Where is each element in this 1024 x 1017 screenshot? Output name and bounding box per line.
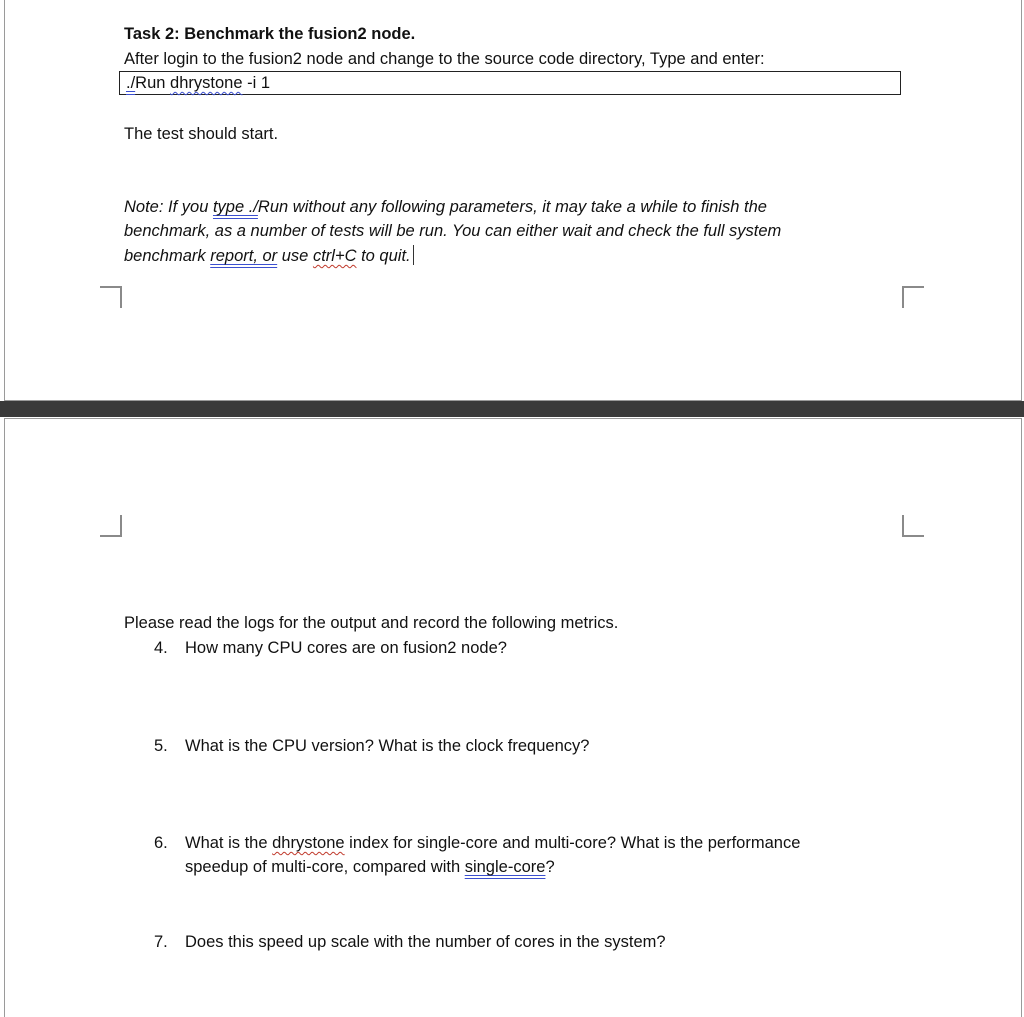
list-number: 4.: [154, 639, 168, 657]
question-5: What is the CPU version? What is the clock frequency?: [185, 737, 590, 755]
note-line-3: benchmark report, or use ctrl+C to quit.: [124, 244, 414, 268]
crop-mark-icon: [100, 515, 122, 537]
task-heading: Task 2: Benchmark the fusion2 node.: [124, 25, 416, 43]
question-4: How many CPU cores are on fusion2 node?: [185, 639, 507, 657]
question-7: Does this speed up scale with the number of cores in the system?: [185, 933, 666, 951]
list-number: 5.: [154, 737, 168, 755]
question-6-line-1: What is the dhrystone index for single-core and multi-core? What is the performance: [185, 834, 801, 852]
single-core-link[interactable]: single-core: [464, 858, 546, 876]
document-page-2: [4, 418, 1022, 1017]
metrics-intro: Please read the logs for the output and record the following metrics.: [124, 614, 619, 632]
command-text: ./Run dhrystone -i 1: [126, 74, 271, 92]
list-number: 7.: [154, 933, 168, 951]
text-cursor: [413, 245, 414, 265]
note-link-type[interactable]: type ./: [212, 198, 258, 216]
start-text: The test should start.: [124, 125, 279, 143]
crop-mark-icon: [100, 286, 122, 308]
note-line-1: Note: If you type ./Run without any following parameters, it may take a while to finish the: [124, 198, 767, 216]
crop-mark-icon: [902, 515, 924, 537]
crop-mark-icon: [902, 286, 924, 308]
note-line-2: benchmark, as a number of tests will be run. You can either wait and check the full system: [124, 222, 782, 240]
question-6-line-2: speedup of multi-core, compared with single-core?: [185, 858, 555, 876]
command-box[interactable]: [119, 71, 901, 95]
note-link-report[interactable]: report, or: [210, 247, 278, 265]
page-separator: [0, 401, 1024, 417]
task-instruction: After login to the fusion2 node and change to the source code directory, Type and enter:: [124, 50, 765, 68]
list-number: 6.: [154, 834, 168, 852]
